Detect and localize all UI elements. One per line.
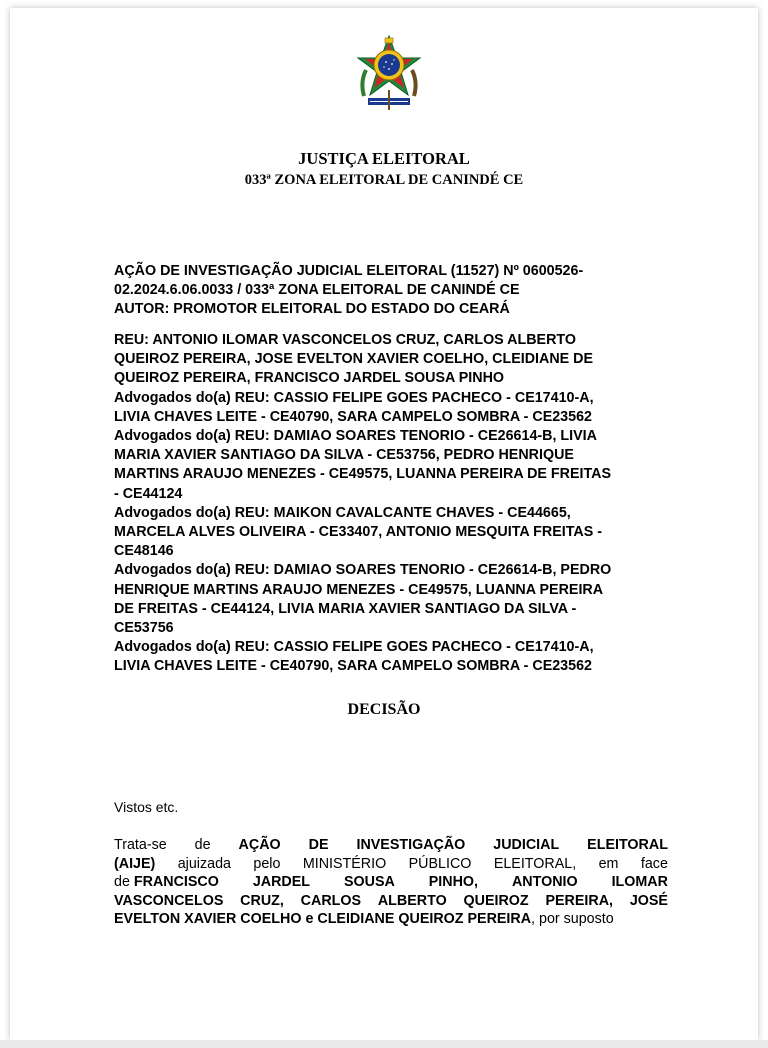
party-line: QUEIROZ PEREIRA, FRANCISCO JARDEL SOUSA PINHO xyxy=(114,370,505,387)
body-line: Trata-se de AÇÃO DE INVESTIGAÇÃO JUDICIAL ELEITORAL xyxy=(114,837,668,853)
party-line: CE48146 xyxy=(114,543,174,560)
party-line: Advogados do(a) REU: CASSIO FELIPE GOES PACHECO - CE17410-A, xyxy=(114,389,594,406)
party-line: MARTINS ARAUJO MENEZES - CE49575, LUANNA PEREIRA DE FREITAS xyxy=(114,466,612,483)
brazil-coat-of-arms-icon xyxy=(354,34,424,112)
party-line: Advogados do(a) REU: DAMIAO SOARES TENORIO - CE26614-B, LIVIA xyxy=(114,428,597,445)
parties-list xyxy=(114,331,660,677)
case-line: 02.2024.6.06.0033 / 033ª ZONA ELEITORAL DE CANINDÉ CE xyxy=(114,282,520,299)
decision-heading: DECISÃO xyxy=(347,701,421,718)
party-line: Advogados do(a) REU: MAIKON CAVALCANTE CHAVES - CE44665, xyxy=(114,504,571,521)
case-line: AÇÃO DE INVESTIGAÇÃO JUDICIAL ELEITORAL (11527) Nº 0600526- xyxy=(114,263,584,279)
vistos-text: Vistos etc. xyxy=(114,799,179,815)
party-line: HENRIQUE MARTINS ARAUJO MENEZES - CE49575, LUANNA PEREIRA xyxy=(114,581,604,598)
body-line: EVELTON XAVIER COELHO e CLEIDIANE QUEIROZ PEREIRA, por suposto xyxy=(114,911,614,928)
party-line: REU: ANTONIO ILOMAR VASCONCELOS CRUZ, CARLOS ALBERTO xyxy=(114,332,577,348)
court-title: JUSTIÇA ELEITORAL xyxy=(298,149,470,168)
page-bottom-edge xyxy=(0,1040,768,1048)
party-line: Advogados do(a) REU: DAMIAO SOARES TENORIO - CE26614-B, PEDRO xyxy=(114,562,612,579)
case-info xyxy=(114,262,660,320)
body-line: (AIJE) ajuizada pelo MINISTÉRIO PÚBLICO ELEITORAL, em face xyxy=(114,855,668,872)
party-line: CE53756 xyxy=(114,620,174,637)
case-line: AUTOR: PROMOTOR ELEITORAL DO ESTADO DO CEARÁ xyxy=(114,301,510,318)
body-line: de FRANCISCO JARDEL SOUSA PINHO, ANTONIO ILOMAR xyxy=(114,874,668,891)
body-line: VASCONCELOS CRUZ, CARLOS ALBERTO QUEIROZ PEREIRA, JOSÉ xyxy=(114,892,668,909)
party-line: MARCELA ALVES OLIVEIRA - CE33407, ANTONIO MESQUITA FREITAS - xyxy=(114,524,602,541)
party-line: LIVIA CHAVES LEITE - CE40790, SARA CAMPELO SOMBRA - CE23562 xyxy=(114,658,592,675)
party-line: LIVIA CHAVES LEITE - CE40790, SARA CAMPELO SOMBRA - CE23562 xyxy=(114,408,592,425)
party-line: MARIA XAVIER SANTIAGO DA SILVA - CE53756, PEDRO HENRIQUE xyxy=(114,447,574,464)
decision-body xyxy=(114,836,668,929)
court-zone: 033ª ZONA ELEITORAL DE CANINDÉ CE xyxy=(244,172,524,188)
party-line: - CE44124 xyxy=(114,485,183,502)
party-line: Advogados do(a) REU: CASSIO FELIPE GOES PACHECO - CE17410-A, xyxy=(114,639,594,656)
party-line: DE FREITAS - CE44124, LIVIA MARIA XAVIER SANTIAGO DA SILVA - xyxy=(114,600,577,617)
party-line: QUEIROZ PEREIRA, JOSE EVELTON XAVIER COELHO, CLEIDIANE DE xyxy=(114,351,594,368)
